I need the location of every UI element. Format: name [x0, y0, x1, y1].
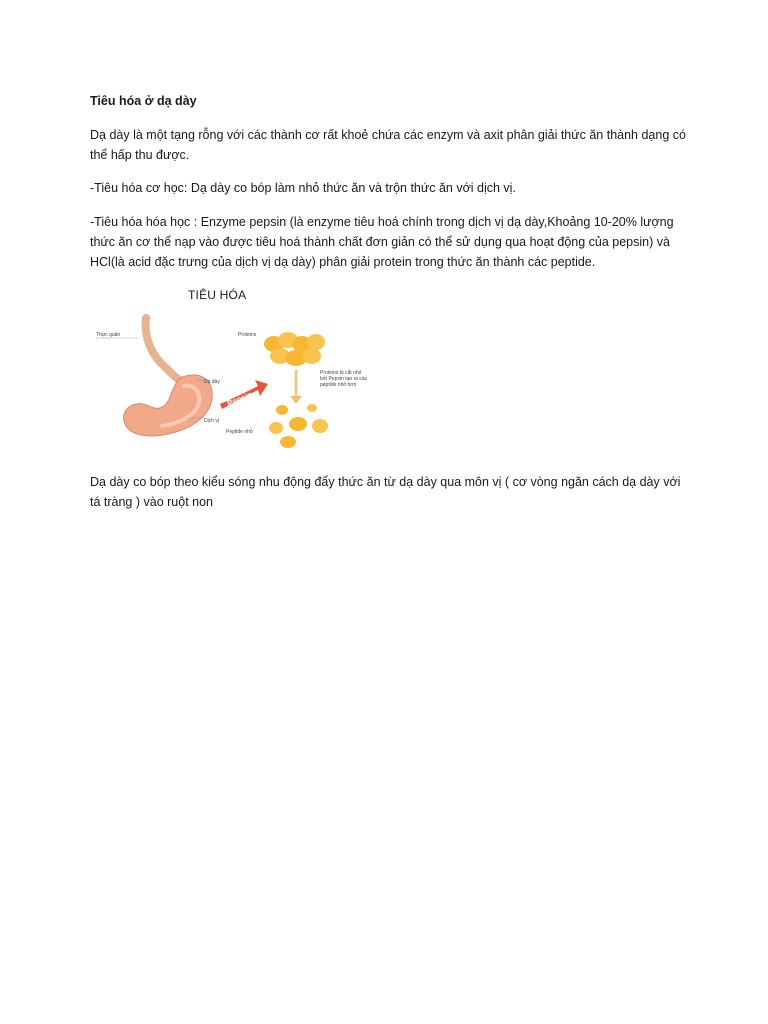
paragraph-peristalsis: Dạ dày co bóp theo kiểu sóng nhu động đẩy thức ăn từ dạ dày qua môn vị ( cơ vòng ngăn cách dạ dày với tá tràng ) vào ruột non	[90, 475, 681, 509]
label-proteins: Proteins	[238, 332, 257, 338]
note-line-2: bởi Pepsin tạo ra các	[320, 376, 368, 382]
paragraph-mechanical-digestion: -Tiêu hóa cơ học: Dạ dày co bóp làm nhỏ thức ăn và trộn thức ăn với dịch vị.	[90, 181, 516, 195]
label-esophagus: Thực quản	[96, 332, 121, 338]
digestion-figure	[88, 288, 388, 448]
figure-title: TIÊU HÓA	[188, 288, 247, 302]
label-pepsin: Pepsin	[225, 389, 254, 409]
label-stomach: Dạ dày	[204, 379, 220, 385]
document-title: Tiêu hóa ở dạ dày	[90, 94, 197, 108]
down-arrow-head	[290, 396, 302, 404]
peptide-cluster	[269, 404, 328, 448]
esophagus-shape	[146, 318, 184, 382]
note-line-3: peptide nhỏ hơn	[320, 382, 357, 388]
label-gastric-juice: Dịch vị	[204, 418, 220, 424]
paragraph-intro: Dạ dày là một tạng rỗng với các thành cơ rất khoẻ chứa các enzym và axit phân giải thức ăn thành dạng có thể hấp thu được.	[90, 128, 686, 162]
stomach-digestion-illustration	[88, 306, 388, 451]
note-line-1: Proteins bị cắt nhỏ	[320, 370, 362, 376]
label-peptides: Peptide nhỏ	[226, 429, 253, 435]
protein-cluster	[264, 332, 325, 366]
paragraph-chemical-digestion: -Tiêu hóa hóa học : Enzyme pepsin (là enzyme tiêu hoá chính trong dịch vị dạ dày,Khoảng 10-20% lượng thức ăn cơ thể nạp vào được tiêu hoá thành chất đơn giản có thể sử dụng qua hoạt động của pepsin) và HCl(là acid đặc trưng của dịch vị dạ dày) phân giải protein trong thức ăn thành các peptide.	[90, 215, 674, 269]
